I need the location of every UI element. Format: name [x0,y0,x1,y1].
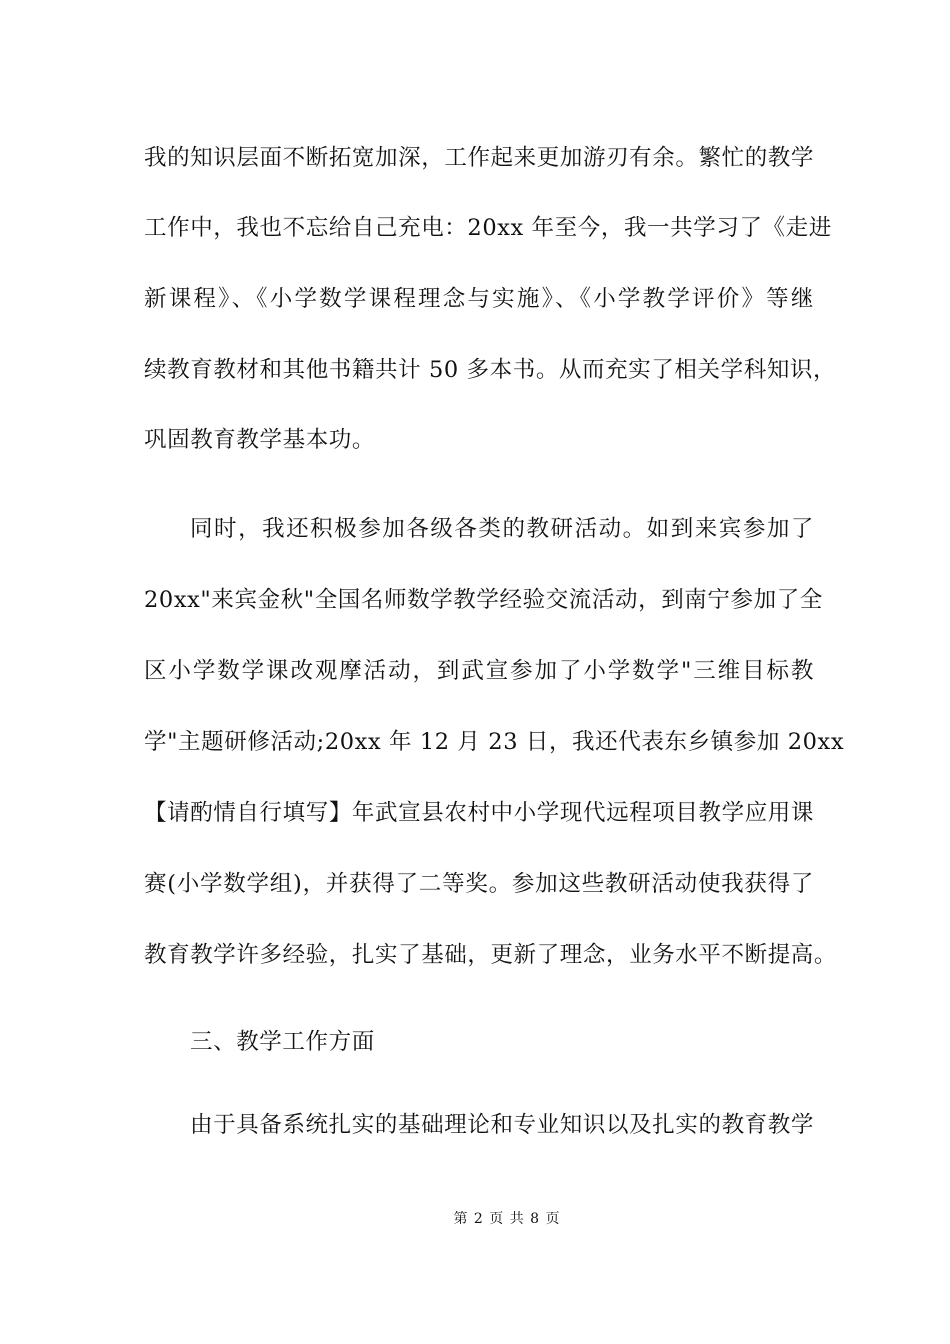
paragraph-2-line-6: 赛(小学数学组)，并获得了二等奖。参加这些教研活动使我获得了 [144,871,814,897]
paragraph-2-line-4: 学"主题研修活动;20xx 年 12 月 23 日，我还代表东乡镇参加 20xx [144,729,845,755]
paragraph-1-line-5: 巩固教育教学基本功。 [144,427,376,453]
paragraph-2-line-1: 同时，我还积极参加各级各类的教研活动。如到来宾参加了 [190,516,814,542]
paragraph-2-line-7: 教育教学许多经验，扎实了基础，更新了理念，业务水平不断提高。 [144,942,838,968]
paragraph-2-line-5: 【请酌情自行填写】年武宣县农村中小学现代远程项目教学应用课 [144,800,814,826]
paragraph-1-line-1: 我的知识层面不断拓宽加深，工作起来更加游刃有余。繁忙的教学 [144,145,814,171]
paragraph-1-line-2: 工作中，我也不忘给自己充电：20xx 年至今，我一共学习了《走进 [144,215,832,241]
page-number-footer: 第 2 页 共 8 页 [453,1211,561,1227]
section-heading: 三、教学工作方面 [190,1029,375,1055]
paragraph-1-line-4: 续教育教材和其他书籍共计 50 多本书。从而充实了相关学科知识， [144,357,837,383]
paragraph-2-line-2: 20xx"来宾金秋"全国名师数学教学经验交流活动，到南宁参加了全 [144,587,823,613]
paragraph-1-line-3: 新课程》、《小学数学课程理念与实施》、《小学教学评价》等继 [144,286,814,312]
paragraph-2-line-3: 区小学数学课改观摩活动，到武宣参加了小学数学"三维目标教 [144,658,814,684]
paragraph-3-line-1: 由于具备系统扎实的基础理论和专业知识以及扎实的教育教学 [190,1112,814,1138]
